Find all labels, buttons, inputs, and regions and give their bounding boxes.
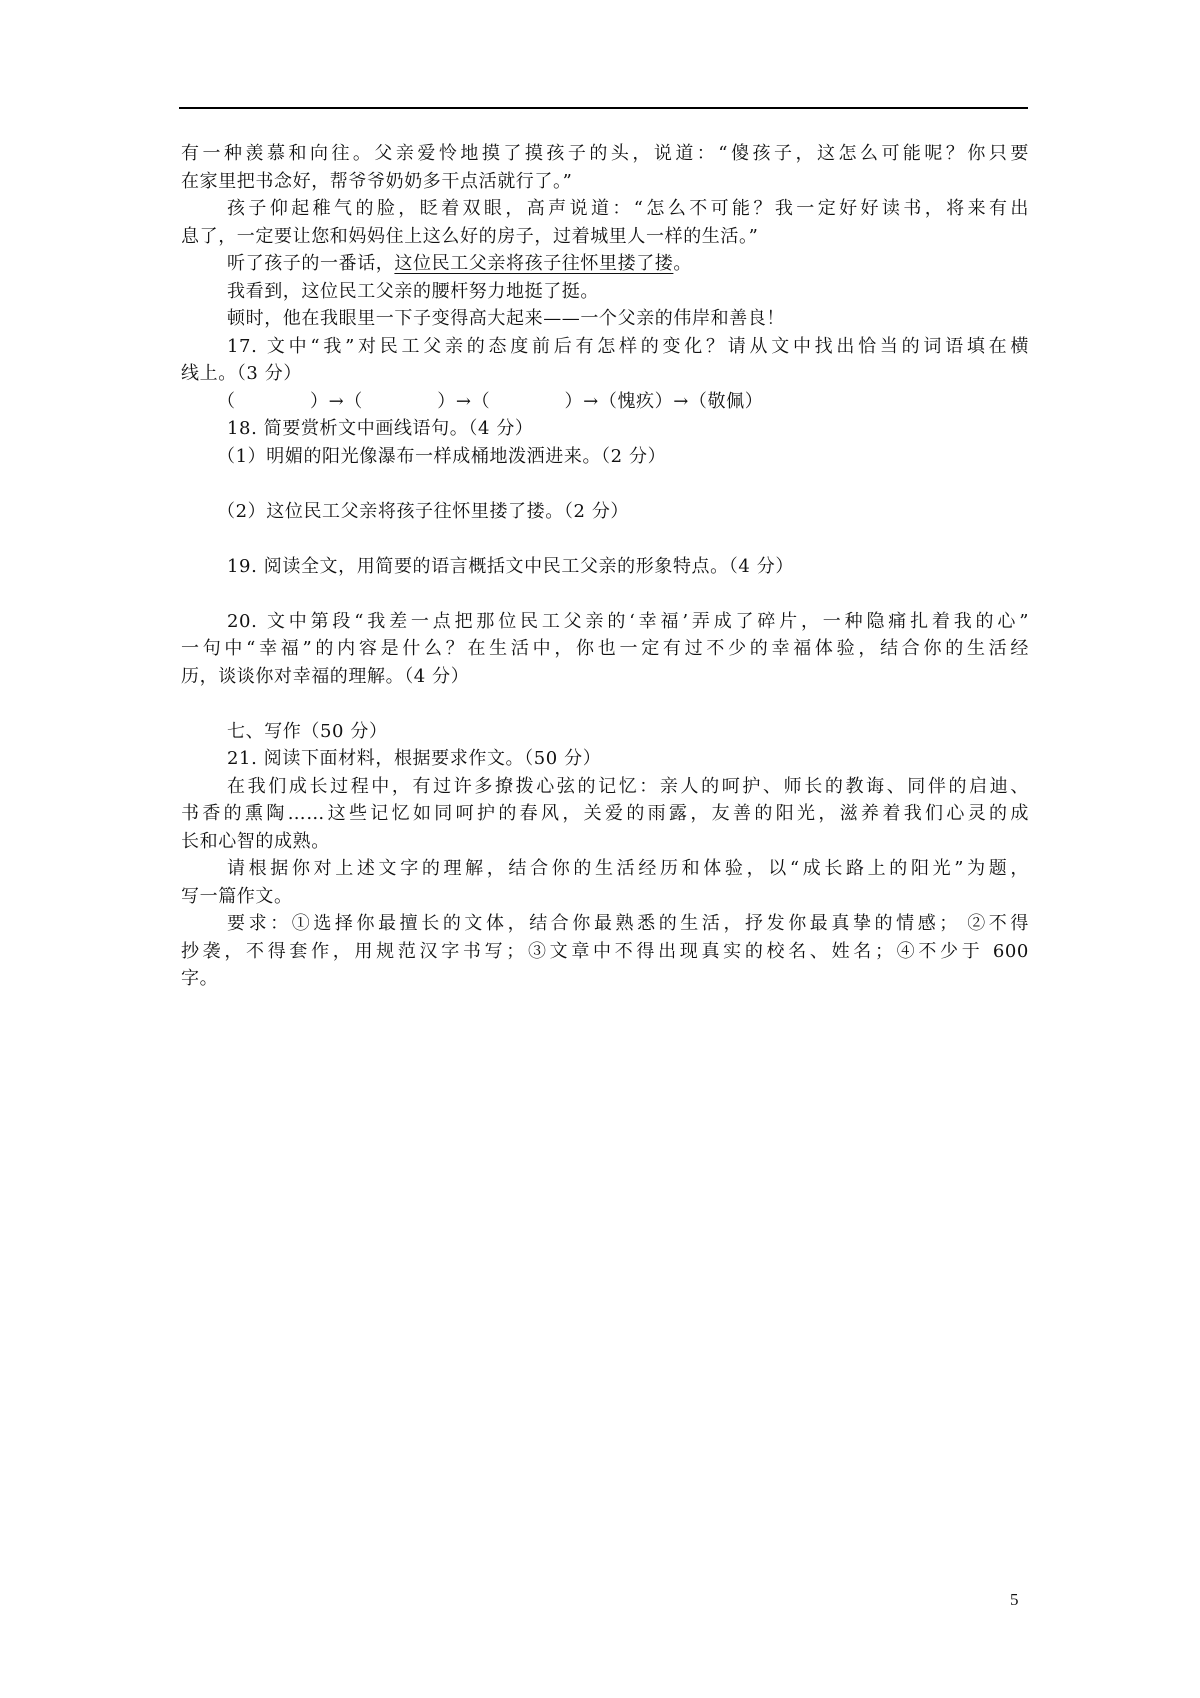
story-paragraph-1-line-2: 在家里把书念好，帮爷爷奶奶多干点活就行了。” [181,170,573,192]
question-18-part-2: （2）这位民工父亲将孩子往怀里搂了搂。（2 分） [217,500,630,522]
question-17-line-2: 线上。（3 分） [181,363,302,384]
story-paragraph-1-line-1: 有一种羡慕和向往。父亲爱怜地摸了摸孩子的头，说道：“傻孩子，这怎么可能呢？你只要 [181,143,1029,164]
question-17-line-1: 17. 文中“我”对民工父亲的态度前后有怎样的变化？请从文中找出恰当的词语填在横 [227,335,1029,357]
story-paragraph-2-line-1: 孩子仰起稚气的脸，眨着双眼，高声说道：“怎么不可能？我一定好好读书，将来有出 [227,198,1029,219]
answer-space [181,525,1029,553]
story-paragraph-5: 顿时，他在我眼里一下子变得高大起来——一个父亲的伟岸和善良！ [227,308,785,329]
writing-material-line-1: 在我们成长过程中，有过许多撩拨心弦的记忆：亲人的呵护、师长的教诲、同伴的启迪、 [227,775,1029,797]
writing-section-title: 七、写作（50 分） [227,720,388,742]
page-content [181,140,1029,993]
writing-material-line-3: 长和心智的成熟。 [181,830,330,852]
answer-space [181,470,1029,498]
question-21: 21. 阅读下面材料，根据要求作文。（50 分） [227,748,602,769]
writing-requirements-line-1: 要求：①选择你最擅长的文体，结合你最熟悉的生活，抒发你最真挚的情感； ②不得 [227,913,1029,934]
header-rule [179,107,1028,109]
answer-space [181,580,1029,608]
writing-material-line-2: 书香的熏陶……这些记忆如同呵护的春风，关爱的雨露，友善的阳光，滋养着我们心灵的成 [181,803,1029,824]
question-20-line-3: 历，谈谈你对幸福的理解。（4 分） [181,665,470,687]
story-paragraph-4: 我看到，这位民工父亲的腰杆努力地挺了挺。 [227,280,599,302]
page-number: 5 [1010,1590,1019,1609]
question-20-line-1: 20. 文中第段“我差一点把那位民工父亲的‘幸福’弄成了碎片，一种隐痛扎着我的心” [227,610,1029,632]
story-paragraph-2-line-2: 息了，一定要让您和妈妈住上这么好的房子，过着城里人一样的生活。” [181,225,759,247]
story-paragraph-3 [181,250,1029,278]
paragraph-3-suffix: 。 [673,253,693,274]
question-20-line-2: 一句中“幸福”的内容是什么？在生活中，你也一定有过不少的幸福体验，结合你的生活经 [181,638,1029,659]
answer-space [181,690,1029,718]
question-19: 19. 阅读全文，用简要的语言概括文中民工父亲的形象特点。（4 分） [227,555,794,577]
writing-task-line-2: 写一篇作文。 [181,885,293,907]
paragraph-3-prefix: 听了孩子的一番话， [227,253,395,274]
underlined-sentence: 这位民工父亲将孩子往怀里搂了搂 [394,253,674,274]
writing-requirements-line-2: 抄袭，不得套作，用规范汉字书写；③文章中不得出现真实的校名、姓名；④不少于 600 [181,940,1029,962]
question-18-part-1: （1）明媚的阳光像瀑布一样成桶地泼洒进来。（2 分） [217,445,667,467]
question-17-blanks: （ ）→（ ）→（ ）→（愧疚）→（敬佩） [217,390,764,412]
writing-requirements-line-3: 字。 [181,968,219,989]
writing-task-line-1: 请根据你对上述文字的理解，结合你的生活经历和体验，以“成长路上的阳光”为题， [227,858,1029,879]
question-18: 18. 简要赏析文中画线语句。（4 分） [227,418,534,439]
